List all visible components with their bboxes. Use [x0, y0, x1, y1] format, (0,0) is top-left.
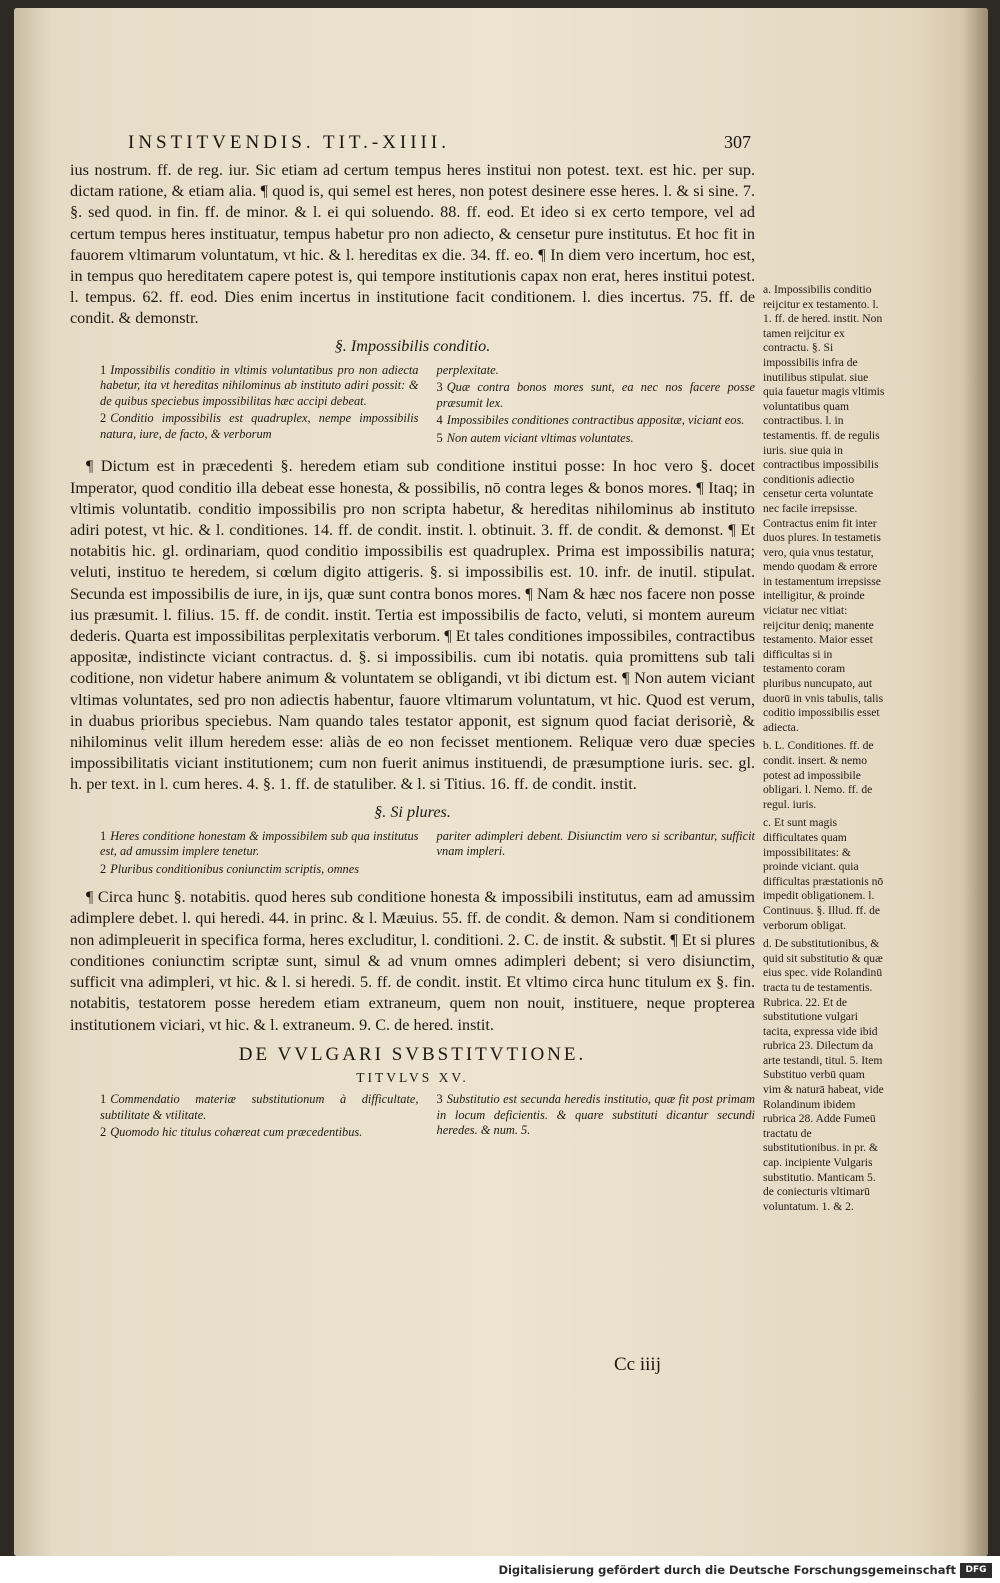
- margin-note-c: c. Et sunt magis difficultates quam impossibilitates: & proinde viciant. quia difficultas præstationis nō impedit obligationem. l. Continuus. §. Illud. ff. de verborum obligat.: [763, 816, 884, 932]
- catchword-signature: Cc iiij: [614, 1354, 661, 1375]
- margin-note-a: a. Impossibilis conditio reijcitur ex testamento. l. 1. ff. de hered. instit. Non tamen reijcitur ex contractu. §. Si impossibilis infra de inutilibus stipulat. siue quia fauetur magis vltimis voluntatibus quam contractibus. l. in testamentis. ff. de regulis iuris. siue quia in contractibus impossibilis conditionis adiectio censetur certa voluntate nec facile irrepsisse. Contractus enim fit inter duos plures. In testametis vero, quia vnus testatur, mendo quodam & errore in testamentum irrepsisse intelligitur, & proinde viciatur nec vitiat: reijcitur deniq; manente testamento. Maior esset difficultas si in testamento coram pluribus nuncupato, aut duorū in vnis tabulis, talis coditio impossibilis esset adiecta.: [763, 283, 885, 734]
- summary-item: 4 Impossibiles conditiones contractibus appositæ, viciant eos.: [436, 413, 745, 428]
- summary-item: 5 Non autem viciant vltimas voluntates.: [436, 430, 634, 445]
- summary-item: 1 Commendatio materiæ substitutionum à difficultate, subtilitate & vtilitate.: [100, 1092, 419, 1122]
- summary-item: 3 Substitutio est secunda heredis institutio, quæ fit post primam in locum deficientis. & quare substituti dicantur secundi heredes. & num. 5.: [436, 1092, 755, 1138]
- footer-bar: [0, 1556, 1000, 1583]
- dfg-logo-icon: DFG: [960, 1563, 992, 1578]
- summary-left-column: [100, 363, 419, 449]
- summary-item: 2 Pluribus conditionibus coniunctim scriptis, omnes: [100, 861, 360, 876]
- margin-note-d: d. De substitutionibus, & quid sit substitutio & quæ eius spec. vide Rolandinū tracta tu de testamentis. Rubrica. 22. Et de substitutione vulgari tacita, expressa vide ibid rubrica 23. Dilectum da arte testandi, titul. 5. Item Substituo verbū quam vim & naturā habeat, vide Rolandinum ibidem rubrica 28. Adde Fumeū tractatu de substitutionibus. in pr. & cap. incipiente Vulgaris substitutio. Manticam 5. de coniecturis vltimarū voluntatum. 1. & 2.: [763, 937, 884, 1213]
- section-heading-si-plures: §. Si plures.: [374, 802, 451, 821]
- marginal-notes: [763, 283, 885, 1218]
- title-de-vulgari-substitutione: DE VVLGARI SVBSTITVTIONE.: [238, 1043, 587, 1065]
- summary-left-column: [100, 1092, 419, 1143]
- main-text-column: [70, 160, 755, 1151]
- margin-note-b: b. L. Conditiones. ff. de condit. insert. & nemo potest ad impossibile obligari. l. Nemo. ff. de regul. iuris.: [763, 739, 874, 811]
- summary-item: 2 Conditio impossibilis est quadruplex, nempe impossibilis natura, iure, de facto, & verborum: [100, 411, 419, 441]
- funding-credit: Digitalisierung gefördert durch die Deutsche Forschungsgemeinschaft: [498, 1563, 956, 1577]
- summary-item: 3 Quæ contra bonos mores sunt, ea nec nos facere posse præsumit lex.: [436, 380, 755, 410]
- summary-left-column: [100, 829, 419, 880]
- running-head: INSTITVENDIS. TIT.-XIIII.: [128, 132, 450, 153]
- summary-right-column: [437, 1092, 756, 1143]
- summary-right-column: [437, 829, 756, 880]
- paragraph-si-plures: ¶ Circa hunc §. notabitis. quod heres sub conditione honesta & impossibili institutus, eam ad amussim adimplere debet. l. qui heredi. 44. in princ. & l. Mæuius. 55. ff. de condit. & demon. Nam si conditionem non adimpleuerit in specifica forma, heres excluditur, l. conditioni. 2. C. de instit. & substit. ¶ Et si plures conditiones coniunctim scriptæ sunt, simul & ad vnum omnes adimpleri debent; si vero disiunctim, sufficit vna adimpleri, vt hic. & l. si heredi. 5. ff. de condit. instit. Et vltimo circa hunc titulum ex §. fin. notabitis, testatorem posse heredem etiam extraneum, quem non nouit, instituere, neque propterea institutionem viciari, vt hic. & l. extraneum. 9. C. de hered. instit.: [70, 888, 755, 1034]
- summary-item: 2 Quomodo hic titulus cohæreat cum præcedentibus.: [100, 1125, 363, 1140]
- summary-titulus-xv: [100, 1092, 755, 1143]
- page-number: 307: [724, 132, 751, 152]
- summary-right-column: [437, 363, 756, 449]
- paragraph-impossibilis: ¶ Dictum est in præcedenti §. heredem etiam sub conditione institui posse: In hoc vero §. docet Imperator, quod conditio illa debeat esse honesta, & possibilis, nō contra leges & bonos mores. ¶ Itaq; in vltimis voluntatib. conditio impossibilis pro non scripta habetur, & hereditas nihilominus ab instituto adiri potest, vt hic. & l. conditiones. 14. ff. de condit. instit. l. obtinuit. 3. ff. de condit. & demonst. ¶ Et notabitis hic. gl. ordinariam, quod conditio impossibilis est quadruplex. Prima est impossibilis natura; veluti, instituo te heredem, si cœlum digito attigeris. §. si impossibilis est. 10. infr. de inutil. stipulat. Secunda est impossibilis de iure, in ijs, quæ sunt contra bonos mores. ¶ Nam & hæc nos facere non posse ius præsumit. l. filius. 15. ff. de condit. instit. Tertia est impossibilis de facto, veluti, si montem aureum dederis. Quarta est impossibilitas perplexitatis verborum. ¶ Et tales conditiones impossibiles, contractibus appositæ, indistincte viciant contractus. d. §. si impossibilis. cum ibi notatis. quia promittens sub tali coditione, non videtur habere animum & voluntatem se obligandi, vt ibi dictum est. ¶ Non autem viciant vltimas voluntates, sed pro non adiectis habentur, fauore vltimarum voluntatum, vt hic. Quod est verum, in duabus prioribus speciebus. Nam quando tales testator apponit, est signum quod faciat derisoriè, & nihilominus velit illum heredem esse: aliàs de eo non fecisset mentionem. Reliquæ vero duæ species impossibilitatis viciant institutionem; cum non fuerit animus instituendi, de præsumptione iuris. sec. gl. h. per text. in l. cum heres. 4. §. 1. ff. de statuliber. & l. si Titius. 16. ff. de condit. instit.: [70, 457, 755, 794]
- section-heading-impossibilis: §. Impossibilis conditio.: [334, 336, 491, 355]
- summary-impossibilis: [100, 363, 755, 449]
- summary-item: pariter adimpleri debent. Disiunctim vero si scribantur, sufficit vnam impleri.: [436, 828, 755, 859]
- titulus-number: TITVLVS XV.: [356, 1069, 469, 1085]
- summary-si-plures: [100, 829, 755, 880]
- summary-item: perplexitate.: [436, 362, 499, 377]
- summary-item: 1 Heres conditione honestam & impossibilem sub qua institutus est, ad amussim implere tenetur.: [100, 828, 419, 859]
- paragraph-opening: ius nostrum. ff. de reg. iur. Sic etiam ad certum tempus heres institui non potest. text. est hic. per sup. dictam ratione, & etiam alia. ¶ quod is, qui semel est heres, non potest desinere esse heres. l. & si sine. 7. §. sed quod. in fin. ff. de minor. & l. ei qui soluendo. 88. ff. eod. Et ideo si ex certo tempore, vel ad certum tempus heres instituatur, tempus habetur pro non adiecto, & censetur pure institutus. Et hoc fit in fauorem vltimarum voluntatum, vt hic. & l. hereditas ex die. 34. ff. eo. ¶ In diem vero incertum, hoc est, in tempus quo hereditatem capere potest is, qui tempore institutionis capax non erat, heres institui potest. l. tempus. 62. ff. eod. Dies enim incertus in institutione facit conditionem. l. dies incertus. 75. ff. de condit. & demonstr.: [70, 161, 755, 328]
- summary-item: 1 Impossibilis conditio in vltimis voluntatibus pro non adiecta habetur, ita vt hereditas nihilominus ab instituto adiri possit: & de quibus speciebus impossibilitas hæc accipi debeat.: [100, 362, 419, 408]
- page-edge-shadow: [962, 8, 988, 1556]
